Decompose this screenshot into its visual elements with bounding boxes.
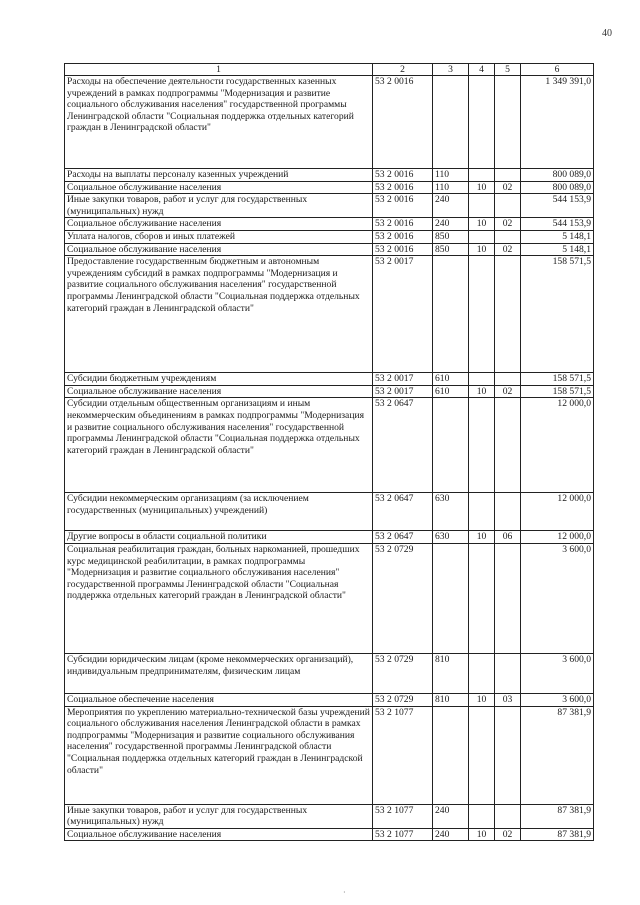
row-amount: 800 089,0 [521,181,594,194]
row-name: Социальное обслуживание населения [65,218,373,231]
column-header: 4 [469,64,495,76]
row-name: Социальное обслуживание населения [65,828,373,841]
row-section: 10 [469,181,495,194]
row-name: Социальное обеспечение населения [65,693,373,706]
row-expense-type [433,398,469,493]
row-amount: 5 148,1 [521,230,594,243]
row-expense-type: 110 [433,181,469,194]
column-header: 3 [433,64,469,76]
row-section: 10 [469,385,495,398]
table-row [65,181,594,194]
row-expense-type [433,256,469,373]
row-section [469,398,495,493]
row-subsection [495,76,521,169]
row-name: Мероприятия по укреплению материально-технической базы учреждений социального обслуживания населения Ленинградской области в рамках подпрограммы "Модернизация и развитие социального обслуживания населения" государственной программы Ленинградской области "Социальная поддержка отдельных категорий граждан в Ленинградской области" [65,706,373,804]
column-header: 5 [495,64,521,76]
column-header: 1 [65,64,373,76]
row-name: Расходы на обеспечение деятельности государственных казенных учреждений в рамках подпрограммы "Модернизация и развитие социального обслуживания населения" государственной программы Ленинградской области "Социальная поддержка отдельных категорий граждан в Ленинградской области" [65,76,373,169]
row-section [469,706,495,804]
row-subsection [495,543,521,653]
row-amount: 544 153,9 [521,194,594,218]
row-section: 10 [469,243,495,256]
row-name: Субсидии некоммерческим организациям (за исключением государственных (муниципальных) учреждений) [65,493,373,531]
row-code: 53 2 0016 [373,76,433,169]
row-code: 53 2 1077 [373,706,433,804]
row-code: 53 2 1077 [373,804,433,828]
row-expense-type: 810 [433,653,469,693]
row-amount: 544 153,9 [521,218,594,231]
row-subsection: 02 [495,243,521,256]
table-row [65,493,594,531]
row-code: 53 2 0016 [373,230,433,243]
row-code: 53 2 0017 [373,373,433,386]
row-section [469,543,495,653]
table-row [65,243,594,256]
row-amount: 158 571,5 [521,256,594,373]
row-subsection: 02 [495,385,521,398]
table-row [65,373,594,386]
row-code: 53 2 0729 [373,693,433,706]
row-code: 53 2 0017 [373,385,433,398]
row-subsection [495,256,521,373]
table-row [65,398,594,493]
row-amount: 3 600,0 [521,653,594,693]
table-header-row [65,64,594,76]
row-section [469,76,495,169]
table-row [65,169,594,182]
row-section: 10 [469,828,495,841]
table-row [65,76,594,169]
row-code: 53 2 0016 [373,169,433,182]
row-amount: 12 000,0 [521,493,594,531]
row-amount: 12 000,0 [521,531,594,544]
row-section [469,653,495,693]
row-section [469,256,495,373]
row-amount: 3 600,0 [521,693,594,706]
row-section [469,804,495,828]
row-amount: 158 571,5 [521,385,594,398]
page-number: 40 [602,28,612,39]
table-row [65,543,594,653]
row-code: 53 2 0647 [373,493,433,531]
row-subsection: 03 [495,693,521,706]
row-subsection [495,398,521,493]
row-subsection [495,373,521,386]
column-header: 2 [373,64,433,76]
row-expense-type: 630 [433,493,469,531]
row-code: 53 2 1077 [373,828,433,841]
row-code: 53 2 0016 [373,243,433,256]
row-name: Другие вопросы в области социальной политики [65,531,373,544]
row-name: Социальное обслуживание населения [65,243,373,256]
row-amount: 87 381,9 [521,706,594,804]
row-expense-type: 240 [433,218,469,231]
row-section [469,194,495,218]
row-subsection [495,230,521,243]
table-row [65,194,594,218]
row-name: Иные закупки товаров, работ и услуг для государственных (муниципальных) нужд [65,804,373,828]
row-subsection [495,169,521,182]
table-row [65,230,594,243]
row-expense-type: 850 [433,230,469,243]
budget-table [64,63,594,841]
row-expense-type [433,543,469,653]
row-expense-type: 240 [433,828,469,841]
table-row [65,531,594,544]
row-name: Расходы на выплаты персоналу казенных учреждений [65,169,373,182]
row-subsection [495,194,521,218]
row-expense-type: 110 [433,169,469,182]
row-section [469,230,495,243]
row-amount: 158 571,5 [521,373,594,386]
row-name: Социальное обслуживание населения [65,181,373,194]
row-section [469,373,495,386]
row-subsection [495,804,521,828]
row-amount: 87 381,9 [521,804,594,828]
row-expense-type [433,706,469,804]
table-row [65,693,594,706]
row-subsection: 02 [495,181,521,194]
row-name: Предоставление государственным бюджетным и автономным учреждениям субсидий в рамках подпрограммы "Модернизация и развитие социального обслуживания населения" государственной программы Ленинградской области "Социальная поддержка отдельных категорий граждан в Ленинградской области" [65,256,373,373]
row-name: Субсидии отдельным общественным организациям и иным некоммерческим объединениям в рамках подпрограммы "Модернизация и развитие социального обслуживания населения" государственной программы Ленинградской области "Социальная поддержка отдельных категорий граждан в Ленинградской области" [65,398,373,493]
row-code: 53 2 0729 [373,653,433,693]
row-code: 53 2 0647 [373,531,433,544]
row-code: 53 2 0016 [373,181,433,194]
row-subsection [495,706,521,804]
row-expense-type: 810 [433,693,469,706]
row-amount: 3 600,0 [521,543,594,653]
row-amount: 12 000,0 [521,398,594,493]
row-expense-type: 630 [433,531,469,544]
row-amount: 5 148,1 [521,243,594,256]
row-expense-type: 610 [433,385,469,398]
row-expense-type: 610 [433,373,469,386]
row-name: Социальная реабилитация граждан, больных наркоманией, прошедших курс медицинской реабилитации, в рамках подпрограммы "Модернизация и развитие социального обслуживания населения" государственной программы Ленинградской области "Социальная поддержка отдельных категорий граждан в Ленинградской области" [65,543,373,653]
row-name: Социальное обслуживание населения [65,385,373,398]
row-name: Иные закупки товаров, работ и услуг для государственных (муниципальных) нужд [65,194,373,218]
table-row [65,385,594,398]
row-expense-type: 240 [433,804,469,828]
table-row [65,706,594,804]
row-amount: 1 349 391,0 [521,76,594,169]
row-section: 10 [469,531,495,544]
row-subsection: 02 [495,218,521,231]
table-row [65,804,594,828]
table-row [65,653,594,693]
row-code: 53 2 0016 [373,218,433,231]
row-section [469,493,495,531]
row-expense-type: 240 [433,194,469,218]
row-section: 10 [469,693,495,706]
row-section: 10 [469,218,495,231]
row-name: Субсидии юридическим лицам (кроме некоммерческих организаций), индивидуальным предпринимателям, физическим лицам [65,653,373,693]
row-code: 53 2 0017 [373,256,433,373]
row-name: Уплата налогов, сборов и иных платежей [65,230,373,243]
row-expense-type: 850 [433,243,469,256]
row-subsection [495,653,521,693]
table-row [65,828,594,841]
row-code: 53 2 0016 [373,194,433,218]
table-row [65,256,594,373]
row-code: 53 2 0647 [373,398,433,493]
row-amount: 87 381,9 [521,828,594,841]
table-row [65,218,594,231]
row-section [469,169,495,182]
row-code: 53 2 0729 [373,543,433,653]
row-expense-type [433,76,469,169]
footer-mark: · [343,888,346,897]
row-name: Субсидии бюджетным учреждениям [65,373,373,386]
row-subsection: 02 [495,828,521,841]
row-subsection [495,493,521,531]
column-header: 6 [521,64,594,76]
row-subsection: 06 [495,531,521,544]
row-amount: 800 089,0 [521,169,594,182]
